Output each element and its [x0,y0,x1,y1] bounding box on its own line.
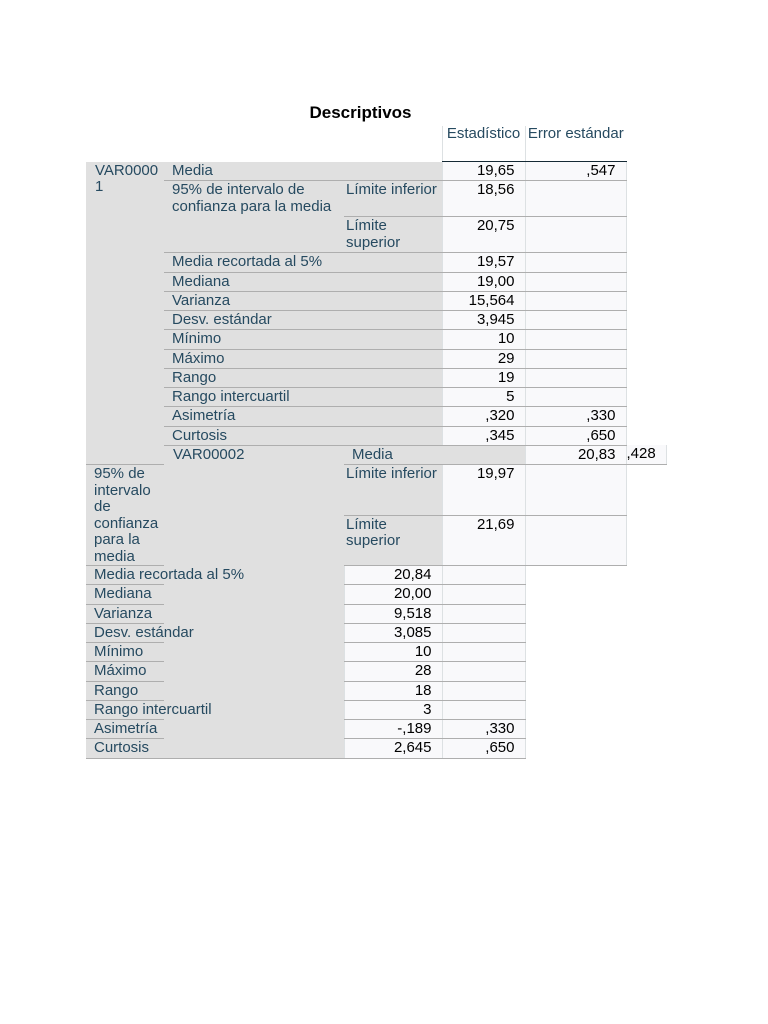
std-error-value [525,349,626,368]
statistic-value: 3,945 [442,311,525,330]
statistic-value: 2,645 [344,739,442,758]
std-error-value [525,291,626,310]
table-row [86,311,666,330]
row-label: Asimetría [164,407,442,426]
ci-sub-label: Límite superior [344,515,442,566]
table-row [86,604,666,623]
row-label: Máximo [164,349,442,368]
table-row [86,720,666,739]
row-label: Media recortada al 5% [86,566,344,585]
statistic-value: 28 [344,662,442,681]
std-error-value [442,566,525,585]
std-error-value [442,643,525,662]
header-std-error: Error estándar [525,126,626,162]
std-error-value: ,650 [442,739,525,758]
table-row [86,662,666,681]
std-error-value [525,181,626,217]
table-row [86,681,666,700]
table-row [86,700,666,719]
table-row [86,291,666,310]
statistic-value: 20,00 [344,585,442,604]
row-label: Varianza [86,604,344,623]
std-error-value [525,465,626,516]
std-error-value [525,311,626,330]
row-label: Media recortada al 5% [164,253,442,272]
statistic-value: 19,97 [442,465,525,516]
statistic-value: 20,84 [344,566,442,585]
ci-label: 95% de intervalo de confianza para la media [86,465,164,566]
row-label: Media [344,445,525,464]
table-row [86,643,666,662]
row-label: Rango [86,681,344,700]
statistic-value: 5 [442,388,525,407]
statistic-value: 10 [344,643,442,662]
header-blank [344,126,442,162]
table-row [86,253,666,272]
table-row [86,388,666,407]
header-statistic: Estadístico [442,126,525,162]
row-label: Media [164,162,442,181]
table-row [86,272,666,291]
row-label: Rango intercuartil [86,700,344,719]
statistic-value: 21,69 [442,515,525,566]
row-label: Desv. estándar [164,311,442,330]
statistic-value: 19,57 [442,253,525,272]
table-row [86,566,666,585]
statistic-value: 29 [442,349,525,368]
std-error-value [442,604,525,623]
table-title: Descriptivos [309,103,412,122]
table-row [86,162,666,181]
std-error-value [442,623,525,642]
std-error-value [525,253,626,272]
header-row [86,126,666,162]
ci-label: 95% de intervalo de confianza para la media [164,181,344,253]
std-error-value [525,330,626,349]
row-label: Rango intercuartil [164,388,442,407]
header-blank [86,126,164,162]
row-label: Asimetría [86,720,344,739]
row-label: Mínimo [86,643,344,662]
row-label: Varianza [164,291,442,310]
statistic-value: 10 [442,330,525,349]
std-error-value [442,585,525,604]
variable-name: VAR00001 [86,162,164,465]
row-label: Curtosis [164,426,442,445]
statistic-value: -,189 [344,720,442,739]
std-error-value [442,681,525,700]
row-label: Rango [164,368,442,387]
std-error-value: ,547 [525,162,626,181]
std-error-value [525,368,626,387]
row-label: Mediana [164,272,442,291]
descriptives-table [86,126,667,759]
row-label: Mediana [86,585,344,604]
ci-sub-label: Límite superior [344,217,442,253]
std-error-value: ,330 [442,720,525,739]
table-row [86,739,666,758]
statistic-value: 9,518 [344,604,442,623]
statistic-value: 20,75 [442,217,525,253]
std-error-value: ,650 [525,426,626,445]
row-label: Mínimo [164,330,442,349]
std-error-value [525,388,626,407]
table-row [86,407,666,426]
table-row [86,368,666,387]
table-row [86,181,666,217]
std-error-value: ,330 [525,407,626,426]
table-row [86,585,666,604]
std-error-value [525,515,626,566]
statistic-value: 20,83 [525,445,626,464]
std-error-value [525,217,626,253]
header-blank [164,126,344,162]
std-error-value [525,272,626,291]
variable-name: VAR00002 [164,445,344,758]
table-row [86,349,666,368]
statistic-value: 3 [344,700,442,719]
row-label: Desv. estándar [86,623,344,642]
statistic-value: 3,085 [344,623,442,642]
statistic-value: 19,65 [442,162,525,181]
row-label: Máximo [86,662,344,681]
table-row [86,445,666,464]
std-error-value: ,428 [626,445,666,464]
std-error-value [442,662,525,681]
statistic-value: 15,564 [442,291,525,310]
statistic-value: 19,00 [442,272,525,291]
std-error-value [442,700,525,719]
table-row [86,330,666,349]
statistic-value: 18,56 [442,181,525,217]
row-label: Curtosis [86,739,344,758]
ci-sub-label: Límite inferior [344,465,442,516]
statistic-value: ,320 [442,407,525,426]
ci-sub-label: Límite inferior [344,181,442,217]
statistic-value: ,345 [442,426,525,445]
statistic-value: 18 [344,681,442,700]
table-row [86,623,666,642]
statistic-value: 19 [442,368,525,387]
table-row [86,426,666,445]
